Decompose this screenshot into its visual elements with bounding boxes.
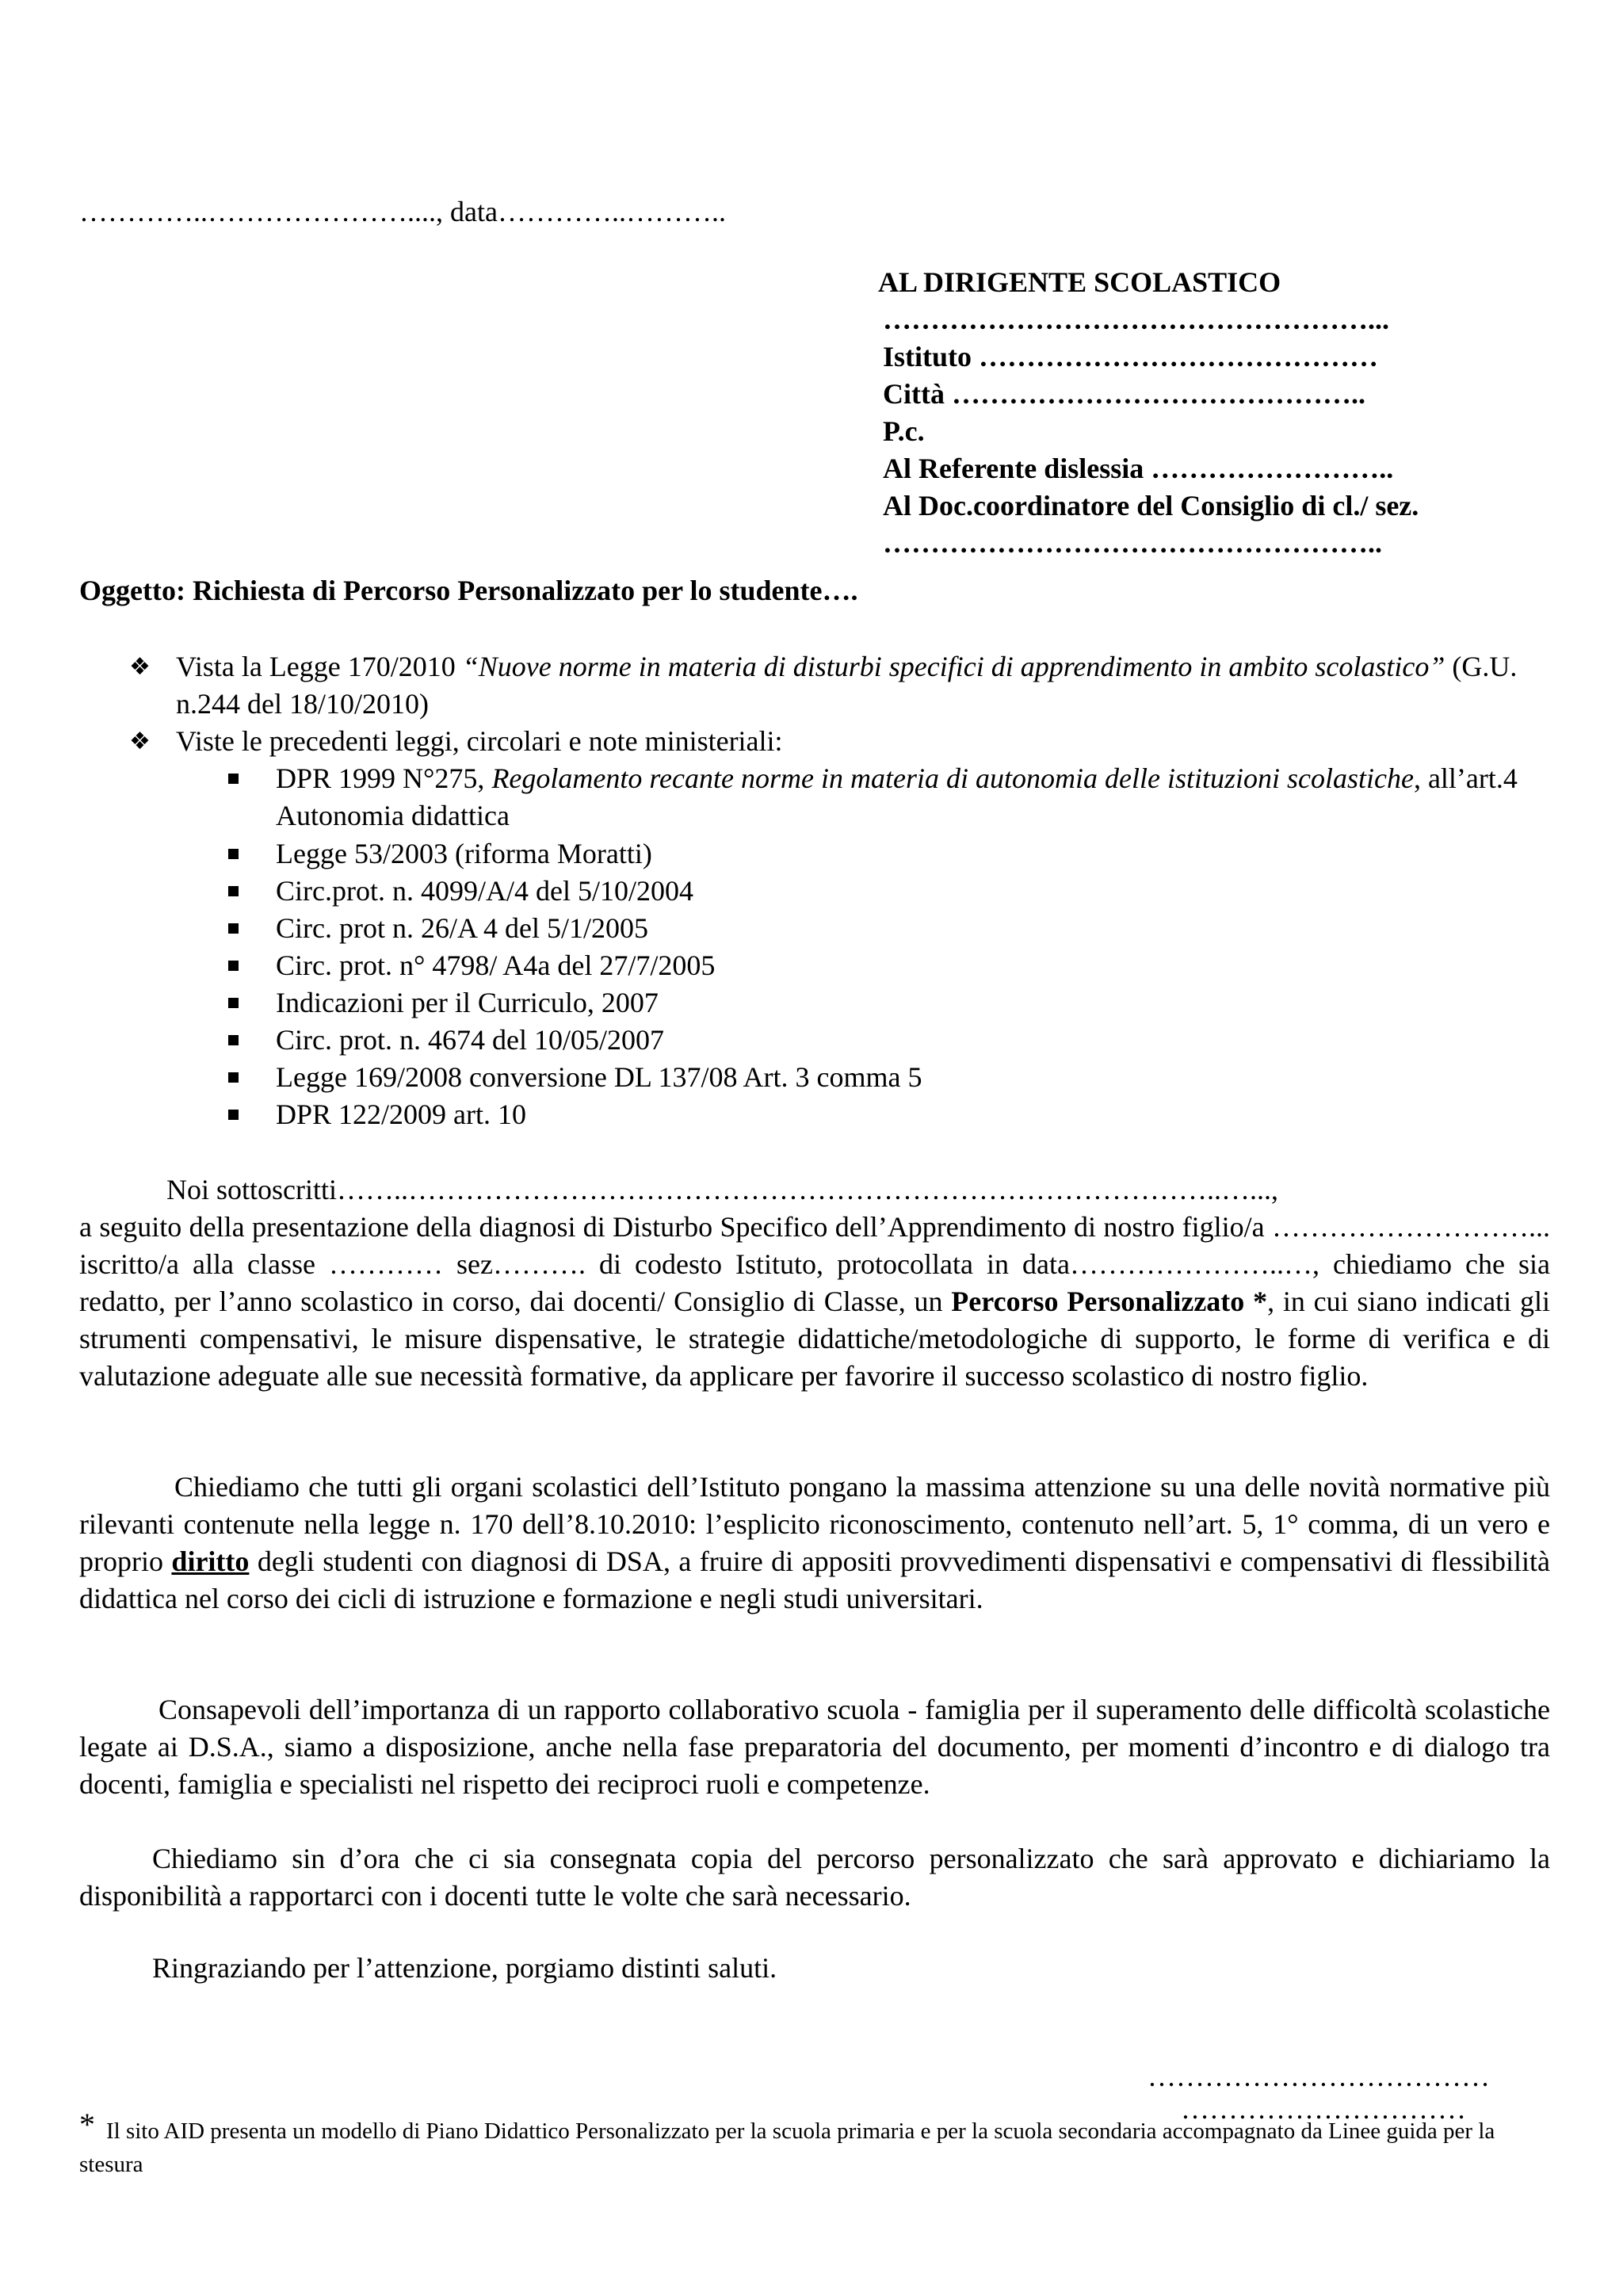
- p2-text: degli studenti con diagnosi di DSA, a fruire di appositi provvedimenti dispensativi e compensativi di flessibilità didattica nel corso dei cicli di istruzione e formazione e negli studi universitari.: [79, 1545, 1551, 1614]
- p1-text: a seguito della presentazione della diagnosi di Disturbo Specifico dell’Apprendimento di nostro figlio/a ………………………... iscritto/a alla classe ………… sez………. di codesto Istituto, protocollata in data…………………..…, chiediamo che sia redatto, per l’anno scolastico in corso, dai docenti/ Consiglio di Classe, un: [79, 1211, 1550, 1317]
- closing-greeting: Ringraziando per l’attenzione, porgiamo distinti saluti.: [152, 1952, 777, 1984]
- recipient-line: Al Doc.coordinatore del Consiglio di cl./ sez.: [883, 490, 1419, 521]
- law-item: Circ.prot. n. 4099/A/4 del 5/10/2004: [276, 875, 693, 907]
- law-item: Circ. prot n. 26/A 4 del 5/1/2005: [276, 912, 648, 944]
- square-bullet-icon: [228, 1035, 239, 1045]
- p2-text: Chiediamo che tutti gli organi scolastici dell’Istituto pongano la massima attenzione su una delle novità normative più rilevanti contenute nella legge n. 170 dell’8.10.2010: l’esplicito riconoscimento, contenuto nell’art. 5, 1° comma, di un vero e proprio: [79, 1471, 1550, 1577]
- p4-text: Chiediamo sin d’ora che ci sia consegnata copia del percorso personalizzato che sarà approvato e dichiariamo la disponibilità a rapportarci con i docenti tutte le volte che sarà necessario.: [79, 1843, 1550, 1912]
- place-date-line: …………..…………………...., data…………..………..: [79, 196, 726, 227]
- square-bullet-icon: [228, 998, 239, 1008]
- law-item: Circ. prot. n. 4674 del 10/05/2007: [276, 1024, 664, 1056]
- square-bullet-icon: [228, 923, 239, 934]
- premise-law-170: [176, 648, 1547, 723]
- law-item: Legge 53/2003 (riforma Moratti): [276, 838, 652, 869]
- signature-line: ………………………………: [1148, 2061, 1490, 2092]
- square-bullet-icon: [228, 1072, 239, 1083]
- paragraph-3: [79, 1691, 1550, 1803]
- dpr-prefix: DPR 1999 N°275,: [276, 762, 492, 794]
- p1-bold-text: Percorso Personalizzato *: [951, 1286, 1268, 1317]
- square-bullet-icon: [228, 774, 239, 784]
- recipient-line: ……………………………………………..: [883, 527, 1382, 559]
- p2-underlined-text: diritto: [171, 1545, 250, 1577]
- dpr-title: Regolamento recante norme in materia di autonomia delle istituzioni scolastiche: [491, 762, 1414, 794]
- footnote: [79, 2108, 1550, 2181]
- dpr-suffix: , all’art.4 Autonomia didattica: [276, 762, 1518, 831]
- law-item: Indicazioni per il Curriculo, 2007: [276, 987, 659, 1018]
- recipient-line: P.c.: [883, 415, 925, 447]
- p1-text: , in cui siano indicati gli strumenti compensativi, le misure dispensative, le strategie didattiche/metodologiche di supporto, le forme di verifica e di valutazione adeguate alle sue necessità formative, da applicare per favorire il successo scolastico di nostro figlio.: [79, 1286, 1550, 1392]
- subject-line: Oggetto: Richiesta di Percorso Personalizzato per lo studente….: [79, 575, 858, 606]
- recipient-line: Istituto ……………………………………: [883, 341, 1379, 372]
- recipient-line: ……………………………………………...: [883, 304, 1389, 335]
- diamond-bullet-icon: ❖: [129, 653, 151, 681]
- law-reference: (G.U. n.244 del 18/10/2010): [176, 651, 1518, 720]
- law-item-dpr-275: [276, 760, 1552, 835]
- law-item: Legge 169/2008 conversione DL 137/08 Art. 3 comma 5: [276, 1061, 922, 1093]
- signature-line: …………………………: [1181, 2093, 1466, 2125]
- recipient-line: Al Referente dislessia ……………………..: [883, 453, 1394, 484]
- footnote-text: Il sito AID presenta un modello di Piano Didattico Personalizzato per la scuola primaria e per la scuola secondaria accompagnato da Linee guida per la stesura: [79, 2118, 1495, 2177]
- square-bullet-icon: [228, 886, 239, 896]
- recipient-line: Città ……………………………………..: [883, 378, 1365, 410]
- recipient-block: [878, 264, 1549, 562]
- square-bullet-icon: [228, 1110, 239, 1120]
- square-bullet-icon: [228, 849, 239, 859]
- premise-previous-laws: Viste le precedenti leggi, circolari e note ministeriali:: [176, 725, 783, 757]
- paragraph-1-first-line: Noi sottoscritti……..…………………………………………………………………………..…...,: [166, 1174, 1278, 1205]
- footnote-marker: *: [79, 2107, 95, 2142]
- paragraph-1: [79, 1209, 1550, 1395]
- recipient-title: AL DIRIGENTE SCOLASTICO: [878, 266, 1281, 298]
- square-bullet-icon: [228, 961, 239, 971]
- diamond-bullet-icon: ❖: [129, 728, 151, 755]
- law-title: “Nuove norme in materia di disturbi specifici di apprendimento in ambito scolastico”: [462, 651, 1445, 682]
- p3-text: Consapevoli dell’importanza di un rapporto collaborativo scuola - famiglia per il superamento delle difficoltà scolastiche legate ai D.S.A., siamo a disposizione, anche nella fase preparatoria del documento, per momenti d’incontro e di dialogo tra docenti, famiglia e specialisti nel rispetto dei reciproci ruoli e competenze.: [79, 1694, 1550, 1800]
- paragraph-2: [79, 1469, 1550, 1618]
- law-item: Circ. prot. n° 4798/ A4a del 27/7/2005: [276, 949, 716, 981]
- paragraph-4: [79, 1840, 1550, 1915]
- law-item: DPR 122/2009 art. 10: [276, 1098, 527, 1130]
- law-intro: Vista la Legge 170/2010: [176, 651, 463, 682]
